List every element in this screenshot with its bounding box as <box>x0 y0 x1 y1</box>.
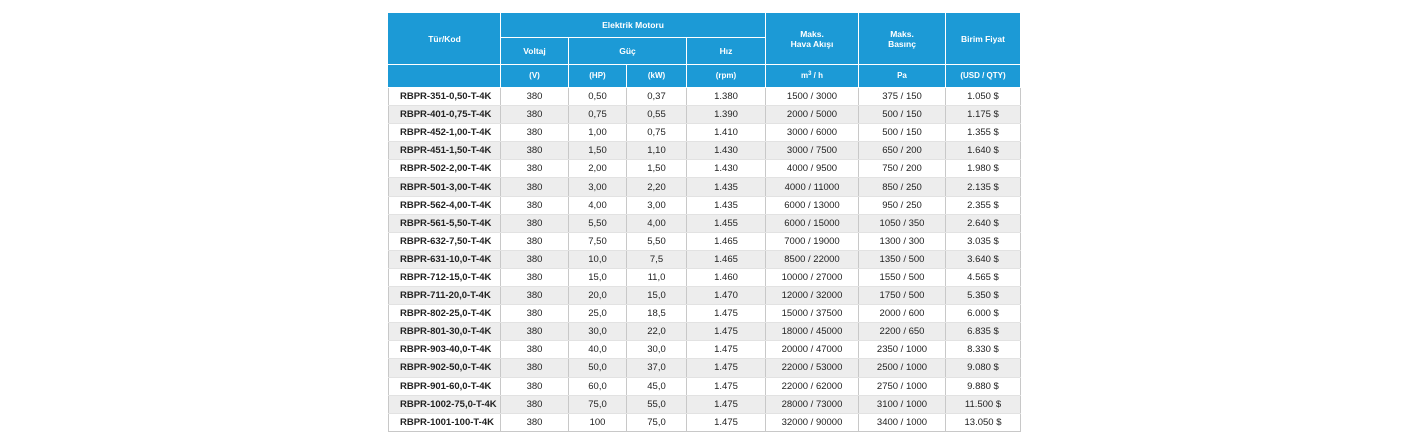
cell-voltage: 380 <box>501 395 569 413</box>
cell-rpm: 1.460 <box>687 268 766 286</box>
cell-pressure: 375 / 150 <box>859 88 946 106</box>
cell-voltage: 380 <box>501 196 569 214</box>
cell-airflow: 6000 / 13000 <box>766 196 859 214</box>
cell-kw: 0,55 <box>627 106 687 124</box>
cell-airflow: 4000 / 9500 <box>766 160 859 178</box>
unit-pressure: Pa <box>859 65 946 88</box>
cell-voltage: 380 <box>501 323 569 341</box>
cell-hp: 60,0 <box>569 377 627 395</box>
cell-kw: 2,20 <box>627 178 687 196</box>
cell-kw: 1,50 <box>627 160 687 178</box>
cell-airflow: 10000 / 27000 <box>766 268 859 286</box>
unit-kw: (kW) <box>627 65 687 88</box>
cell-airflow: 28000 / 73000 <box>766 395 859 413</box>
unit-airflow: $m^3$ / h <box>766 65 859 88</box>
cell-code: RBPR-562-4,00-T-4K <box>389 196 501 214</box>
cell-airflow: 18000 / 45000 <box>766 323 859 341</box>
cell-kw: 1,10 <box>627 142 687 160</box>
cell-airflow: 12000 / 32000 <box>766 287 859 305</box>
cell-airflow: 22000 / 53000 <box>766 359 859 377</box>
cell-code: RBPR-502-2,00-T-4K <box>389 160 501 178</box>
cell-voltage: 380 <box>501 88 569 106</box>
cell-price: 9.080 $ <box>946 359 1021 377</box>
cell-code: RBPR-631-10,0-T-4K <box>389 250 501 268</box>
cell-price: 8.330 $ <box>946 341 1021 359</box>
cell-voltage: 380 <box>501 160 569 178</box>
cell-airflow: 2000 / 5000 <box>766 106 859 124</box>
cell-airflow: 8500 / 22000 <box>766 250 859 268</box>
cell-hp: 25,0 <box>569 305 627 323</box>
cell-hp: 3,00 <box>569 178 627 196</box>
cell-price: 11.500 $ <box>946 395 1021 413</box>
cell-rpm: 1.475 <box>687 323 766 341</box>
cell-kw: 0,37 <box>627 88 687 106</box>
price-table <box>388 12 1021 432</box>
cell-pressure: 2500 / 1000 <box>859 359 946 377</box>
cell-code: RBPR-1001-100-T-4K <box>389 413 501 431</box>
unit-hp: (HP) <box>569 65 627 88</box>
cell-hp: 10,0 <box>569 250 627 268</box>
cell-kw: 22,0 <box>627 323 687 341</box>
cell-hp: 75,0 <box>569 395 627 413</box>
cell-rpm: 1.475 <box>687 395 766 413</box>
table-header <box>389 13 1021 88</box>
cell-voltage: 380 <box>501 178 569 196</box>
cell-voltage: 380 <box>501 250 569 268</box>
cell-voltage: 380 <box>501 232 569 250</box>
cell-kw: 11,0 <box>627 268 687 286</box>
table-row <box>389 250 1021 268</box>
cell-code: RBPR-501-3,00-T-4K <box>389 178 501 196</box>
cell-hp: 4,00 <box>569 196 627 214</box>
cell-hp: 1,00 <box>569 124 627 142</box>
table-row <box>389 341 1021 359</box>
unit-voltage: (V) <box>501 65 569 88</box>
cell-price: 1.640 $ <box>946 142 1021 160</box>
table-row <box>389 287 1021 305</box>
cell-hp: 0,75 <box>569 106 627 124</box>
cell-kw: 3,00 <box>627 196 687 214</box>
cell-price: 1.050 $ <box>946 88 1021 106</box>
cell-pressure: 1350 / 500 <box>859 250 946 268</box>
cell-kw: 5,50 <box>627 232 687 250</box>
cell-hp: 2,00 <box>569 160 627 178</box>
cell-pressure: 650 / 200 <box>859 142 946 160</box>
table-row <box>389 323 1021 341</box>
table-row <box>389 305 1021 323</box>
cell-rpm: 1.475 <box>687 413 766 431</box>
cell-price: 9.880 $ <box>946 377 1021 395</box>
cell-rpm: 1.380 <box>687 88 766 106</box>
table-row <box>389 196 1021 214</box>
cell-voltage: 380 <box>501 106 569 124</box>
cell-voltage: 380 <box>501 359 569 377</box>
cell-code: RBPR-351-0,50-T-4K <box>389 88 501 106</box>
cell-rpm: 1.455 <box>687 214 766 232</box>
cell-pressure: 500 / 150 <box>859 124 946 142</box>
cell-hp: 15,0 <box>569 268 627 286</box>
cell-airflow: 22000 / 62000 <box>766 377 859 395</box>
price-table-container <box>388 12 1020 432</box>
header-voltage: Voltaj <box>501 38 569 65</box>
cell-pressure: 3100 / 1000 <box>859 395 946 413</box>
cell-airflow: 6000 / 15000 <box>766 214 859 232</box>
cell-code: RBPR-711-20,0-T-4K <box>389 287 501 305</box>
cell-price: 2.135 $ <box>946 178 1021 196</box>
cell-price: 6.835 $ <box>946 323 1021 341</box>
cell-hp: 0,50 <box>569 88 627 106</box>
header-motor: Elektrik Motoru <box>501 13 766 38</box>
cell-rpm: 1.465 <box>687 232 766 250</box>
cell-pressure: 850 / 250 <box>859 178 946 196</box>
cell-pressure: 1750 / 500 <box>859 287 946 305</box>
header-airflow: Maks. Hava Akışı <box>766 13 859 65</box>
table-row <box>389 359 1021 377</box>
cell-airflow: 3000 / 6000 <box>766 124 859 142</box>
cell-code: RBPR-802-25,0-T-4K <box>389 305 501 323</box>
cell-pressure: 2750 / 1000 <box>859 377 946 395</box>
header-power: Güç <box>569 38 687 65</box>
cell-rpm: 1.390 <box>687 106 766 124</box>
cell-pressure: 1300 / 300 <box>859 232 946 250</box>
table-row <box>389 160 1021 178</box>
cell-pressure: 2350 / 1000 <box>859 341 946 359</box>
cell-hp: 40,0 <box>569 341 627 359</box>
cell-rpm: 1.475 <box>687 341 766 359</box>
cell-voltage: 380 <box>501 377 569 395</box>
header-speed: Hız <box>687 38 766 65</box>
table-row <box>389 377 1021 395</box>
cell-rpm: 1.475 <box>687 359 766 377</box>
cell-code: RBPR-801-30,0-T-4K <box>389 323 501 341</box>
cell-pressure: 2200 / 650 <box>859 323 946 341</box>
table-row <box>389 178 1021 196</box>
cell-kw: 30,0 <box>627 341 687 359</box>
cell-kw: 18,5 <box>627 305 687 323</box>
cell-price: 13.050 $ <box>946 413 1021 431</box>
cell-airflow: 4000 / 11000 <box>766 178 859 196</box>
cell-kw: 55,0 <box>627 395 687 413</box>
cell-price: 2.355 $ <box>946 196 1021 214</box>
cell-price: 6.000 $ <box>946 305 1021 323</box>
cell-kw: 37,0 <box>627 359 687 377</box>
table-row <box>389 88 1021 106</box>
cell-price: 5.350 $ <box>946 287 1021 305</box>
cell-hp: 50,0 <box>569 359 627 377</box>
unit-price: (USD / QTY) <box>946 65 1021 88</box>
unit-rpm: (rpm) <box>687 65 766 88</box>
cell-airflow: 7000 / 19000 <box>766 232 859 250</box>
cell-hp: 1,50 <box>569 142 627 160</box>
cell-rpm: 1.435 <box>687 196 766 214</box>
cell-price: 1.175 $ <box>946 106 1021 124</box>
cell-voltage: 380 <box>501 413 569 431</box>
table-row <box>389 214 1021 232</box>
cell-hp: 7,50 <box>569 232 627 250</box>
cell-kw: 4,00 <box>627 214 687 232</box>
table-row <box>389 142 1021 160</box>
cell-code: RBPR-561-5,50-T-4K <box>389 214 501 232</box>
cell-pressure: 950 / 250 <box>859 196 946 214</box>
cell-pressure: 1050 / 350 <box>859 214 946 232</box>
cell-airflow: 20000 / 47000 <box>766 341 859 359</box>
cell-pressure: 750 / 200 <box>859 160 946 178</box>
cell-rpm: 1.475 <box>687 377 766 395</box>
cell-pressure: 2000 / 600 <box>859 305 946 323</box>
cell-code: RBPR-902-50,0-T-4K <box>389 359 501 377</box>
cell-price: 3.640 $ <box>946 250 1021 268</box>
cell-airflow: 32000 / 90000 <box>766 413 859 431</box>
cell-airflow: 1500 / 3000 <box>766 88 859 106</box>
cell-rpm: 1.435 <box>687 178 766 196</box>
cell-pressure: 500 / 150 <box>859 106 946 124</box>
cell-voltage: 380 <box>501 287 569 305</box>
cell-kw: 45,0 <box>627 377 687 395</box>
cell-kw: 15,0 <box>627 287 687 305</box>
cell-rpm: 1.465 <box>687 250 766 268</box>
cell-code: RBPR-712-15,0-T-4K <box>389 268 501 286</box>
header-pressure: Maks. Basınç <box>859 13 946 65</box>
cell-rpm: 1.475 <box>687 305 766 323</box>
table-row <box>389 413 1021 431</box>
cell-hp: 100 <box>569 413 627 431</box>
cell-voltage: 380 <box>501 142 569 160</box>
cell-code: RBPR-401-0,75-T-4K <box>389 106 501 124</box>
cell-voltage: 380 <box>501 214 569 232</box>
table-body <box>389 88 1021 432</box>
cell-code: RBPR-632-7,50-T-4K <box>389 232 501 250</box>
cell-rpm: 1.410 <box>687 124 766 142</box>
cell-voltage: 380 <box>501 341 569 359</box>
cell-price: 2.640 $ <box>946 214 1021 232</box>
cell-price: 1.980 $ <box>946 160 1021 178</box>
cell-kw: 7,5 <box>627 250 687 268</box>
cell-voltage: 380 <box>501 124 569 142</box>
cell-rpm: 1.430 <box>687 160 766 178</box>
cell-code: RBPR-452-1,00-T-4K <box>389 124 501 142</box>
cell-voltage: 380 <box>501 268 569 286</box>
unit-code <box>389 65 501 88</box>
table-row <box>389 268 1021 286</box>
cell-voltage: 380 <box>501 305 569 323</box>
table-row <box>389 395 1021 413</box>
cell-code: RBPR-901-60,0-T-4K <box>389 377 501 395</box>
cell-pressure: 1550 / 500 <box>859 268 946 286</box>
cell-price: 1.355 $ <box>946 124 1021 142</box>
table-row <box>389 106 1021 124</box>
cell-hp: 5,50 <box>569 214 627 232</box>
cell-hp: 30,0 <box>569 323 627 341</box>
header-price: Birim Fiyat <box>946 13 1021 65</box>
table-row <box>389 232 1021 250</box>
cell-price: 4.565 $ <box>946 268 1021 286</box>
cell-rpm: 1.430 <box>687 142 766 160</box>
cell-code: RBPR-1002-75,0-T-4K <box>389 395 501 413</box>
cell-pressure: 3400 / 1000 <box>859 413 946 431</box>
cell-code: RBPR-903-40,0-T-4K <box>389 341 501 359</box>
cell-airflow: 3000 / 7500 <box>766 142 859 160</box>
cell-code: RBPR-451-1,50-T-4K <box>389 142 501 160</box>
cell-airflow: 15000 / 37500 <box>766 305 859 323</box>
header-code: Tür/Kod <box>389 13 501 65</box>
cell-price: 3.035 $ <box>946 232 1021 250</box>
table-row <box>389 124 1021 142</box>
cell-rpm: 1.470 <box>687 287 766 305</box>
cell-hp: 20,0 <box>569 287 627 305</box>
cell-kw: 0,75 <box>627 124 687 142</box>
cell-kw: 75,0 <box>627 413 687 431</box>
